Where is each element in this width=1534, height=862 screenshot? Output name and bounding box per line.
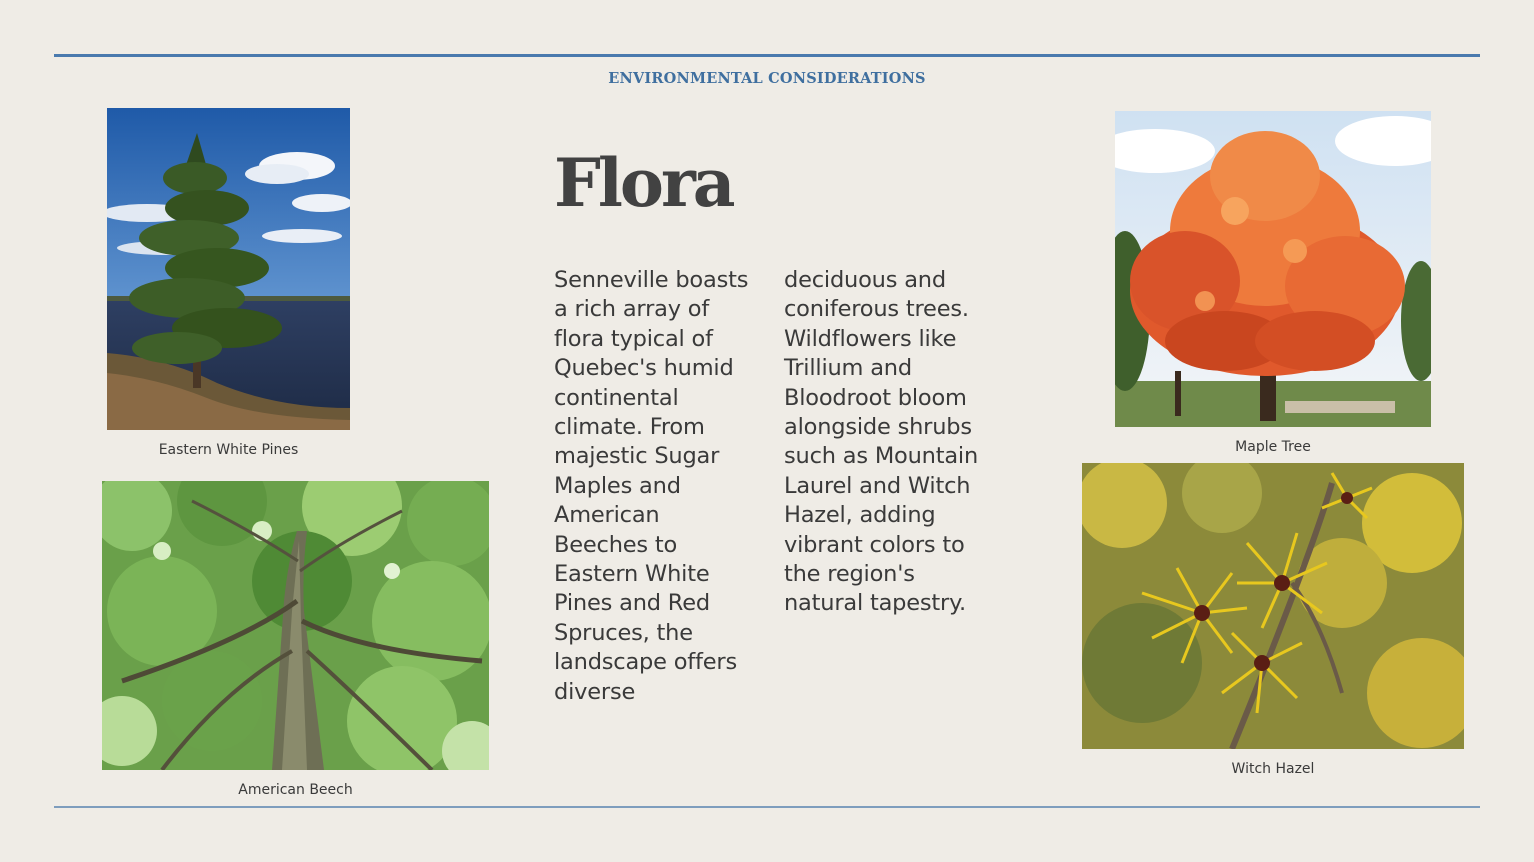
body-paragraph: Senneville boasts a rich array of flora typical of Quebec's humid continental climate. From majestic Sugar Maples and American Beeches to Eastern White Pines and Red Spruces, the landscape offers diverse deciduous and coniferous trees. Wildflowers like Trillium and Bloodroot bloom alongside shrubs such as Mountain Laurel and Witch Hazel, adding vibrant colors to the region's natural tapestry. xyxy=(554,267,979,705)
maple-tree-photo xyxy=(1115,111,1431,427)
beech-tree-photo xyxy=(102,481,489,770)
witch-hazel-photo xyxy=(1082,463,1464,749)
bottom-rule xyxy=(54,806,1480,808)
page-title: Flora xyxy=(554,144,733,222)
pine-caption: Eastern White Pines xyxy=(158,442,299,458)
top-rule xyxy=(54,54,1480,57)
section-title: ENVIRONMENTAL CONSIDERATIONS xyxy=(608,70,926,87)
maple-caption: Maple Tree xyxy=(1235,439,1311,455)
witch-hazel-caption: Witch Hazel xyxy=(1231,761,1315,777)
pine-tree-photo xyxy=(107,108,350,430)
beech-caption: American Beech xyxy=(238,782,353,798)
